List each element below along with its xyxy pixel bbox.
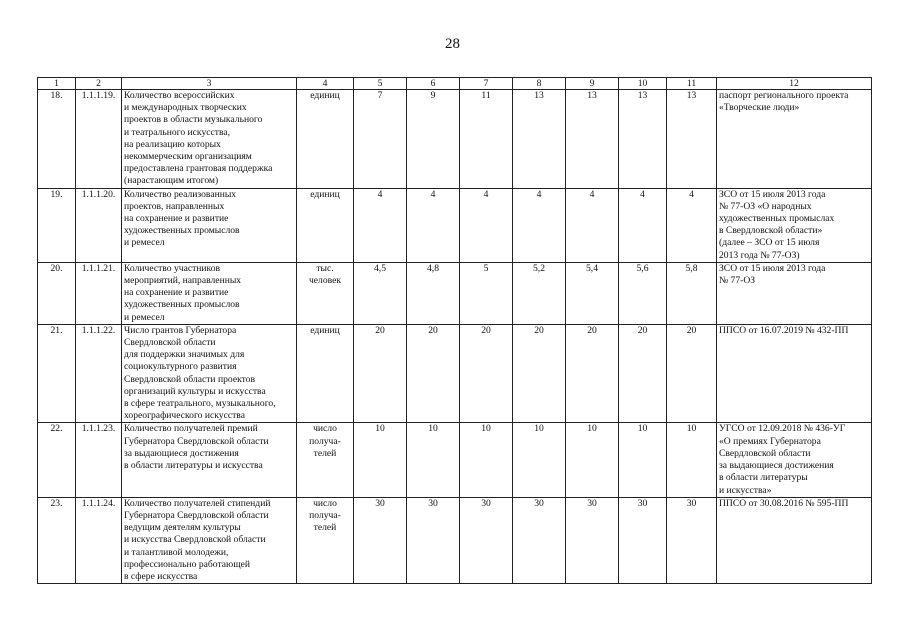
value-cell: 4 bbox=[566, 188, 619, 262]
header-cell: 9 bbox=[566, 78, 619, 90]
indicator-name-cell: Количество участников мероприятий, направленных на сохранение и развитие художественных промыслов и ремесел bbox=[122, 262, 297, 324]
row-number-cell: 21. bbox=[38, 324, 76, 423]
value-cell: 20 bbox=[460, 324, 513, 423]
indicator-code-cell: 1.1.1.21. bbox=[76, 262, 122, 324]
row-number-cell: 23. bbox=[38, 497, 76, 583]
value-cell: 30 bbox=[460, 497, 513, 583]
unit-cell: единиц bbox=[297, 90, 354, 189]
value-cell: 5,4 bbox=[566, 262, 619, 324]
value-cell: 20 bbox=[619, 324, 667, 423]
value-cell: 30 bbox=[566, 497, 619, 583]
header-cell: 8 bbox=[513, 78, 566, 90]
value-cell: 30 bbox=[619, 497, 667, 583]
value-cell: 4,5 bbox=[354, 262, 407, 324]
page-number: 28 bbox=[445, 36, 460, 52]
header-cell: 2 bbox=[76, 78, 122, 90]
unit-cell: число получа- телей bbox=[297, 497, 354, 583]
row-number-cell: 22. bbox=[38, 423, 76, 497]
source-document-cell: ЗСО от 15 июля 2013 года № 77-ОЗ bbox=[717, 262, 872, 324]
row-number-cell: 19. bbox=[38, 188, 76, 262]
indicator-name-cell: Количество всероссийских и международных творческих проектов в области музыкального и театрального искусства, на реализацию которых некоммерческим организациям предоставлена грантовая поддержка (нарастающим итогом) bbox=[122, 90, 297, 189]
value-cell: 10 bbox=[667, 423, 717, 497]
value-cell: 13 bbox=[619, 90, 667, 189]
value-cell: 4 bbox=[407, 188, 460, 262]
unit-cell: число получа- телей bbox=[297, 423, 354, 497]
source-document-cell: ЗСО от 15 июля 2013 года № 77-ОЗ «О народных художественных промыслах в Свердловской области» (далее – ЗСО от 15 июля 2013 года № 77-ОЗ) bbox=[717, 188, 872, 262]
column-number-header-row bbox=[38, 78, 872, 90]
indicator-name-cell: Количество реализованных проектов, направленных на сохранение и развитие художественных промыслов и ремесел bbox=[122, 188, 297, 262]
header-cell: 10 bbox=[619, 78, 667, 90]
indicator-code-cell: 1.1.1.22. bbox=[76, 324, 122, 423]
value-cell: 20 bbox=[407, 324, 460, 423]
value-cell: 9 bbox=[407, 90, 460, 189]
header-cell: 3 bbox=[122, 78, 297, 90]
value-cell: 30 bbox=[513, 497, 566, 583]
source-document-cell: ППСО от 30.08.2016 № 595-ПП bbox=[717, 497, 872, 583]
value-cell: 10 bbox=[407, 423, 460, 497]
value-cell: 5,6 bbox=[619, 262, 667, 324]
value-cell: 13 bbox=[513, 90, 566, 189]
value-cell: 13 bbox=[667, 90, 717, 189]
table-row bbox=[38, 90, 872, 189]
indicator-name-cell: Количество получателей премий Губернатора Свердловской области за выдающиеся достижения в области литературы и искусства bbox=[122, 423, 297, 497]
table-row bbox=[38, 497, 872, 583]
header-cell: 4 bbox=[297, 78, 354, 90]
table-row bbox=[38, 324, 872, 423]
indicators-table bbox=[37, 77, 872, 584]
source-document-cell: УГСО от 12.09.2018 № 436-УГ «О премиях Губернатора Свердловской области за выдающиеся достижения в области литературы и искусства» bbox=[717, 423, 872, 497]
header-cell: 6 bbox=[407, 78, 460, 90]
value-cell: 10 bbox=[513, 423, 566, 497]
header-cell: 7 bbox=[460, 78, 513, 90]
value-cell: 5,8 bbox=[667, 262, 717, 324]
value-cell: 10 bbox=[354, 423, 407, 497]
indicator-code-cell: 1.1.1.19. bbox=[76, 90, 122, 189]
value-cell: 30 bbox=[354, 497, 407, 583]
source-document-cell: паспорт регионального проекта «Творческие люди» bbox=[717, 90, 872, 189]
value-cell: 4 bbox=[513, 188, 566, 262]
table-row bbox=[38, 188, 872, 262]
value-cell: 20 bbox=[354, 324, 407, 423]
value-cell: 5 bbox=[460, 262, 513, 324]
value-cell: 10 bbox=[566, 423, 619, 497]
value-cell: 13 bbox=[566, 90, 619, 189]
value-cell: 30 bbox=[407, 497, 460, 583]
table-row bbox=[38, 423, 872, 497]
table-row bbox=[38, 262, 872, 324]
value-cell: 5,2 bbox=[513, 262, 566, 324]
indicator-name-cell: Количество получателей стипендий Губернатора Свердловской области ведущим деятелям культуры и искусства Свердловской области и талантливой молодежи, профессионально работающей в сфере искусства bbox=[122, 497, 297, 583]
unit-cell: единиц bbox=[297, 324, 354, 423]
value-cell: 20 bbox=[667, 324, 717, 423]
row-number-cell: 18. bbox=[38, 90, 76, 189]
value-cell: 4 bbox=[354, 188, 407, 262]
value-cell: 11 bbox=[460, 90, 513, 189]
indicator-code-cell: 1.1.1.24. bbox=[76, 497, 122, 583]
value-cell: 30 bbox=[667, 497, 717, 583]
value-cell: 10 bbox=[460, 423, 513, 497]
indicator-code-cell: 1.1.1.23. bbox=[76, 423, 122, 497]
value-cell: 4,8 bbox=[407, 262, 460, 324]
header-cell: 5 bbox=[354, 78, 407, 90]
indicator-code-cell: 1.1.1.20. bbox=[76, 188, 122, 262]
value-cell: 4 bbox=[619, 188, 667, 262]
row-number-cell: 20. bbox=[38, 262, 76, 324]
indicator-name-cell: Число грантов Губернатора Свердловской области для поддержки значимых для социокультурного развития Свердловской области проектов организаций культуры и искусства в сфере театрального, музыкального, хореографического искусства bbox=[122, 324, 297, 423]
source-document-cell: ППСО от 16.07.2019 № 432-ПП bbox=[717, 324, 872, 423]
unit-cell: единиц bbox=[297, 188, 354, 262]
header-cell: 1 bbox=[38, 78, 76, 90]
value-cell: 7 bbox=[354, 90, 407, 189]
value-cell: 4 bbox=[667, 188, 717, 262]
value-cell: 20 bbox=[513, 324, 566, 423]
value-cell: 10 bbox=[619, 423, 667, 497]
header-cell: 12 bbox=[717, 78, 872, 90]
unit-cell: тыс. человек bbox=[297, 262, 354, 324]
value-cell: 20 bbox=[566, 324, 619, 423]
value-cell: 4 bbox=[460, 188, 513, 262]
header-cell: 11 bbox=[667, 78, 717, 90]
